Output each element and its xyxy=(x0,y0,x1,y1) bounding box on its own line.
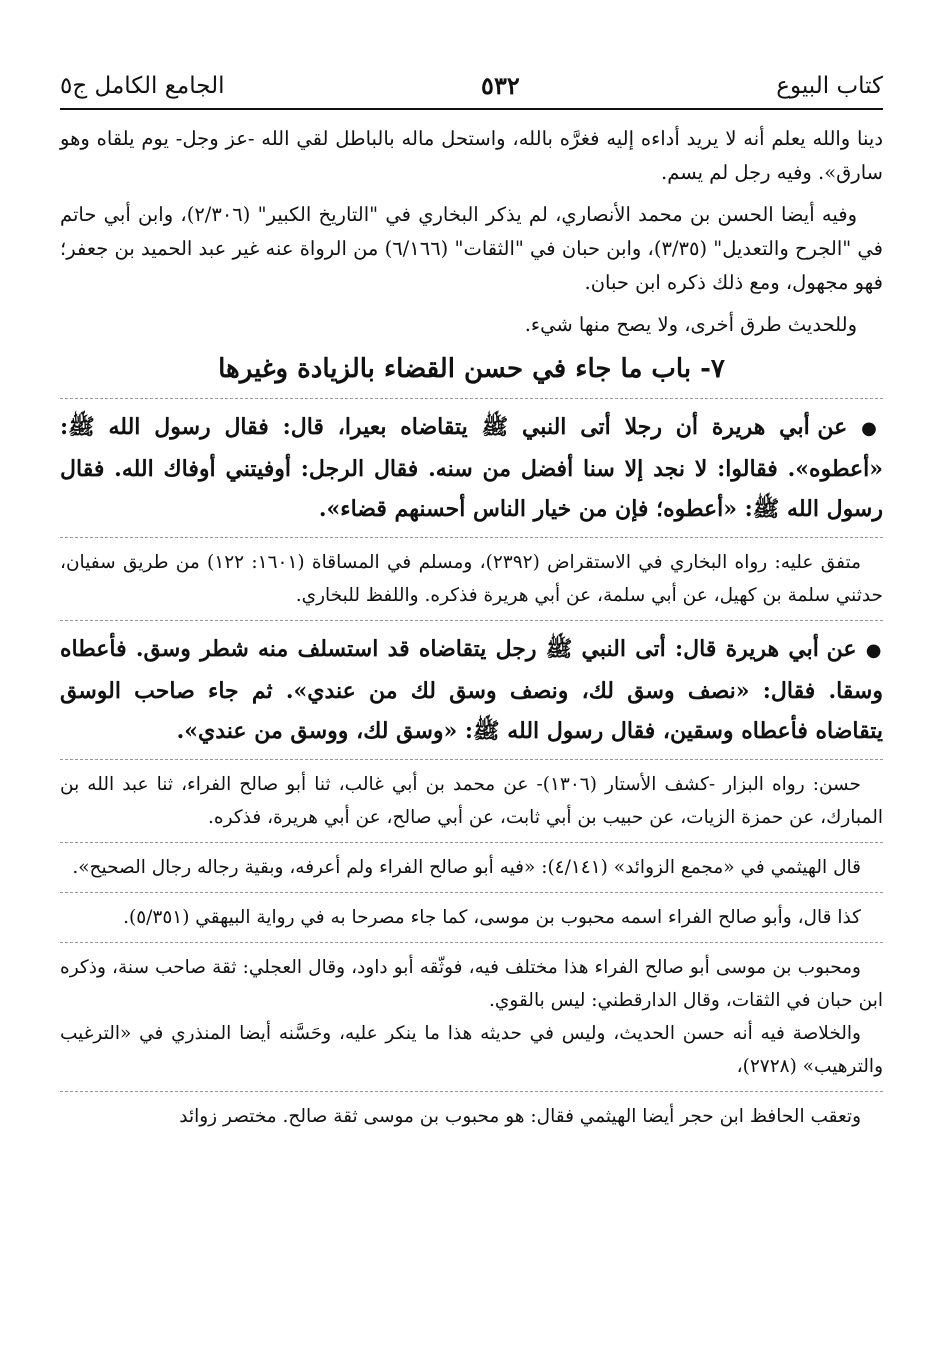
running-header xyxy=(60,58,883,98)
section-divider xyxy=(60,398,883,399)
hadith-1-takhrij: متفق عليه: رواه البخاري في الاستقراض (٢٣٩٢)، ومسلم في المساقاة (١٦٠١: ١٢٢) من طريق سفيان، حدثني سلمة بن كهيل، عن أبي سلمة، عن أبي هريرة فذكره. واللفظ للبخاري. xyxy=(60,552,883,606)
paragraph-gap xyxy=(60,190,883,198)
hadith-2-text: عن أبي هريرة قال: أتى النبي ﷺ رجل يتقاضاه قد استسلف منه شطر وسق. فأعطاه وسقا. فقال: «نصف وسق لك، ونصف وسق لك من عندي». ثم جاء صاحب الوسق يتقاضاه فأعطاه وسقين، فقال رسول الله ﷺ: «وسق لك، ووسق من عندي». xyxy=(60,636,883,744)
narrator-grading: ومحبوب بن موسى أبو صالح الفراء هذا مختلف فيه، فوثّقه أبو داود، وقال العجلي: ثقة صاحب سنة، وذكره ابن حبان في الثقات، وقال الدارقطني: ليس بالقوي. xyxy=(60,957,883,1011)
page-number: ٥٣٢ xyxy=(481,71,520,100)
section-divider xyxy=(60,942,883,943)
haythami-comment: قال الهيثمي في «مجمع الزوائد» (٤/١٤١): «فيه أبو صالح الفراء ولم أعرفه، وبقية رجاله رجال الصحيح». xyxy=(72,857,861,878)
book-title: الجامع الكامل ج٥ xyxy=(60,73,225,99)
bullet-icon: ● xyxy=(861,418,883,439)
intro-paragraph-1: دينا والله يعلم أنه لا يريد أداءه إليه فغرَّه بالله، واستحل ماله بالباطل لقي الله -عز وجل- يوم يلقاه وهو سارق». وفيه رجل لم يسم. xyxy=(60,127,883,184)
narrator-identification: كذا قال، وأبو صالح الفراء اسمه محبوب بن موسى، كما جاء مصرحا به في رواية البيهقي (٥/٣٥١). xyxy=(123,907,861,928)
section-divider xyxy=(60,537,883,538)
ibn-hajar-comment: وتعقب الحافظ ابن حجر أيضا الهيثمي فقال: هو محبوب بن موسى ثقة صالح. مختصر زوائد xyxy=(179,1106,861,1127)
hadith-2-takhrij: حسن: رواه البزار -كشف الأستار (١٣٠٦)- عن محمد بن أبي غالب، ثنا أبو صالح الفراء، ثنا عبد الله بن المبارك، عن حمزة الزيات، عن حبيب بن أبي ثابت، عن أبي صالح، عن أبي هريرة، فذكره. xyxy=(60,774,883,828)
conclusion-paragraph: والخلاصة فيه أنه حسن الحديث، وليس في حديثه هذا ما ينكر عليه، وحَسَّنه أيضا المنذري في «الترغيب والترهيب» (٢٧٢٨)، xyxy=(60,1023,883,1077)
hadith-1-text: عن أبي هريرة أن رجلا أتى النبي ﷺ يتقاضاه بعيرا، قال: فقال رسول الله ﷺ: «أعطوه». فقالوا: لا نجد إلا سنا أفضل من سنه. فقال الرجل: أوفيتني أوفاك الله. فقال رسول الله ﷺ: «أعطوه؛ فإن من خيار الناس أحسنهم قضاء». xyxy=(60,414,883,522)
paragraph-gap xyxy=(60,300,883,308)
hadith-1 xyxy=(60,407,883,529)
intro-paragraph-3: وللحديث طرق أخرى، ولا يصح منها شيء. xyxy=(524,313,857,336)
intro-paragraph-2: وفيه أيضا الحسن بن محمد الأنصاري، لم يذكر البخاري في "التاريخ الكبير" (٢/٣٠٦)، وابن أبي حاتم في "الجرح والتعديل" (٣/٣٥)، وابن حبان في "الثقات" (٦/١٦٦) من الرواة عنه غير عبد الحميد بن جعفر؛ فهو مجهول، ومع ذلك ذكره ابن حبان. xyxy=(60,203,883,294)
hadith-2 xyxy=(60,629,883,751)
section-divider xyxy=(60,759,883,760)
header-rule xyxy=(60,108,883,110)
section-divider xyxy=(60,892,883,893)
section-divider xyxy=(60,842,883,843)
chapter-title: ٧- باب ما جاء في حسن القضاء بالزيادة وغيرها xyxy=(218,354,725,384)
section-divider xyxy=(60,620,883,621)
book-section-title: كتاب البيوع xyxy=(776,73,883,99)
bullet-icon: ● xyxy=(865,640,884,661)
section-divider xyxy=(60,1091,883,1092)
